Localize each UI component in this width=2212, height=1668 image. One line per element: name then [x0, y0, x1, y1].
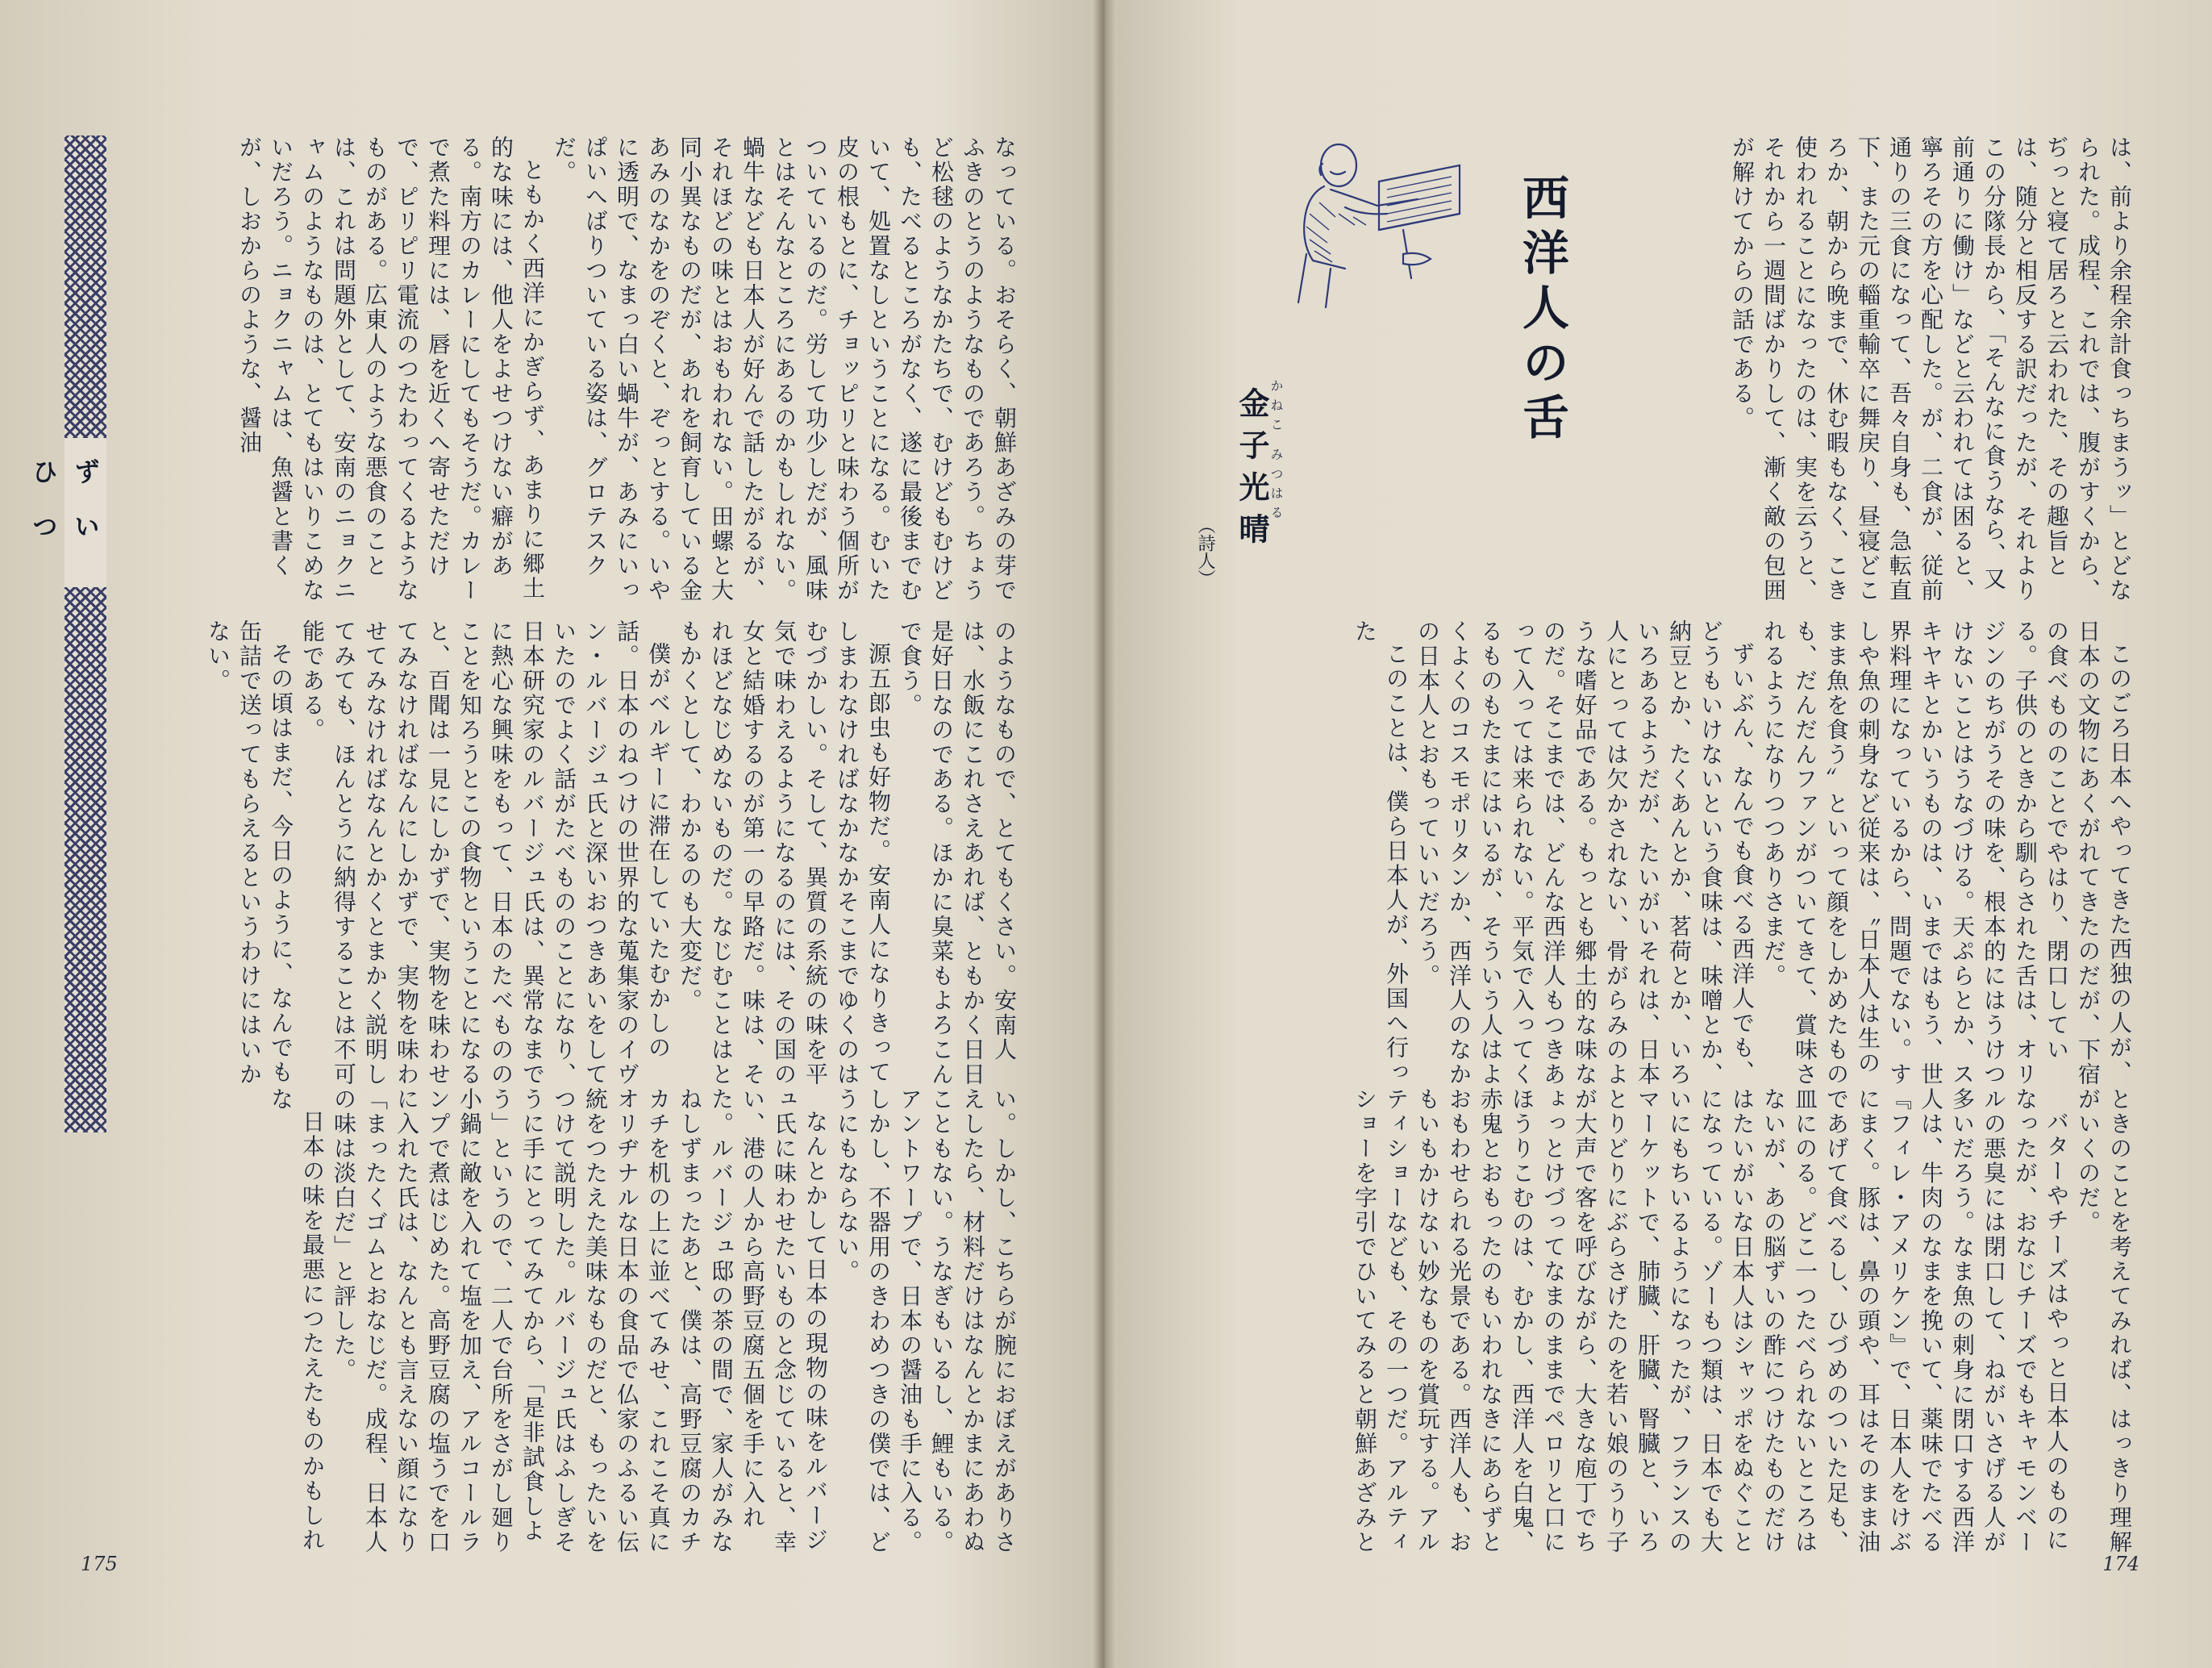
paragraph: その頃はまだ、今日のように、なんでも缶詰で送ってもらえるというわけにはいかない。 — [205, 619, 294, 1087]
right-page — [1109, 0, 2212, 1668]
page-number-left: 175 — [81, 1553, 118, 1575]
left-middle-text — [153, 619, 1020, 1091]
paragraph: なんとかして日本の現物の味をルバージュ氏に味わせたいものと念じていると、幸い、港の人から高野豆腐五個を手に入れた。ルバージュ邸の茶の間で、家人がみなねしずまったあと、僕は、高野豆腐のカチカチを机の上に並べてみせ、これこそ真にオリヂナルな日本の食品で仏家のふるい伝統をつたえた美味なものだと、もったいをつけて説明した。ルバージュ氏はふしぎそうに手にとってみてから、「是非試食しよう」というので、二人で台所をさがし廻り小鍋に敵を入れて塩を加え、アルコールランプで煮はじめた。高野豆腐の塩うでを口に入れた氏は、なんとも言えない顔になり「まったくゴムとおなじだ。成程、日本人の味は淡白だ」と評した。 — [331, 1087, 829, 1555]
author-name: 金子光晴 — [1234, 387, 1270, 555]
paragraph: 僕がベルギーに滞在していたむかしの話。日本のねつけの世界的な蒐集家のイヴン・ルバージュ氏と深いおつきあいをしていたのでよく話がたべもののことになり、日本研究家のルバージュ氏は、異常なまでに熱心な興味をもって、日本のたべもののことを知ろうとこの食物ということになると、百聞は一見にしかずで、実物を味わせてみなければなんにしかずで、実物を味わせてみなければなんとかくとまかく説明してみても、ほんとうに納得することは不可能である。 — [299, 619, 672, 1087]
column-pattern-bottom — [65, 587, 106, 1132]
paragraph: は、前より余程余計食っちまうッ」とどなられた。成程、これでは、腹がすくから、ぢっと寝て居ろと云われた、その趣旨とは、随分と相反する訳だったが、それよりこの分隊長から、「そんなに食うなら、又前通りに働け」などと云われては困ると、寧ろその方を心配した。が、二食が、従前通りの三食になって、吾々自身も、急転直下、また元の輜重輸卒に舞戻り、昼寝どころか、朝から晩まで、休む暇もなく、こき使われることになったのは、実を云うと、それから一週間ばかりして、漸く敵の包囲が解けてからの話である。 — [1729, 136, 2133, 603]
paragraph: ずいぶん、なんでも食べる西洋人でも、どうもいけないという食味は、味噌とか、納豆とか、たくあんとか、茗荷とか、いろいろあるようだが、たいがいそれは、日本人にとっては欠かされない、骨がらみのような嗜好品である。もっとも郷土的な味なのだ。そこまでは、どんな西洋人もつきあって入っては来られない。平気で入ってくるものもたまにはいるが、そういう人はよくよくのコスモポリタンか、西洋人のなかの日本人とおもっていいだろう。 — [1414, 619, 1756, 1087]
author-reading: かねこ みつはる — [1268, 379, 1284, 526]
left-top-text — [153, 136, 1020, 607]
column-label: ずいひつ — [65, 438, 106, 587]
book-gutter — [1093, 0, 1117, 1668]
paragraph: このごろ日本へやってきた西独の人が、日本の文物にあくがれてきたのだが、下宿の食べもののことでやはり、閉口している。子供のときから馴らされた舌は、オリジンのちがうその味を、根本的にはうけつけないことはうなづける。天ぷらとか、スキヤキとかいうものは、いまではもう、世界料理になっているから、問題でない。すしや魚の刺身など従来は、〝日本人は生のまま魚を食う〟といって顔をしかめたものも、だんだんファンがついてきて、賞味されるようになりつつありさまだ。 — [1760, 619, 2133, 1087]
right-middle-text — [1208, 619, 2135, 1091]
paragraph: このことは、僕ら日本人が、外国へ行った — [1352, 619, 1410, 1085]
paragraph: 日本の味を最悪につたえたものかもしれな — [268, 1087, 326, 1553]
paragraph: なっている。おそらく、朝鮮あざみの芽でふきのとうのようなものであろう。ちょうど松毬のようなかたちで、むけどもむけども、たべるところがなく、遂に最後までむいて、処置なしということになる。むいた皮の根もとに、チョッピリと味わう個所がついているのだ。労して功少しだが、風味とはそんなところにあるのかもしれない。蝸牛なども日本人が好んで話したがるが、それほどの味とはおもわれない。田螺と大同小異なものだが、あれを飼育している金あみのなかをのぞくと、ぞっとする。いやに透明で、なまっ白い蝸牛が、あみにいっぱいへばりついている姿は、グロテスクだ。 — [551, 136, 1018, 603]
page-number-right: 174 — [2102, 1553, 2139, 1575]
author-role: （詩人） — [1195, 516, 1215, 587]
column-pattern-top — [65, 136, 106, 438]
paragraph: ともかく西洋にかぎらず、あまりに郷土的な味には、他人をよせつけない癖がある。南方のカレーにしてもそうだ。カレーで煮た料理には、唇を近くへ寄せただけで、ピリピリ電流のつたわってくるようなものがある。広東人のような悪食のことは、これは問題外として、安南のニョクニャムのようなものは、とてもはいりこめないだろう。ニョクニャムは、魚醤と書くが、しおからのような、醤油 — [236, 136, 546, 603]
paragraph: バターやチーズはやっと日本人のものになったが、おなじチーズでもキャモンベールの悪臭には閉口して、ねがいさげる人が多いだろう。なま魚の刺身に閉口する西洋人は、牛肉のなまを挽いて、薬味でたべる『フィレ・アメリケン』で、日本人をけぶにまく。豚は、鼻の頭や、耳はそのまま油であげて食べるし、ひづめのついた足も、皿にのる。どこ一つたべられないところはないが、あの脳ずいの酢につけたものだけはたいがいな日本人はシャッポをぬぐことになっている。ゾーもつ類は、日本でも大いにもちいるようになったが、フランスのマーケットで、肺臓、肝臓、腎臓と、いろとりどりにぶらさげたのを若い娘のうり子が大声で客を呼びながら、大きな庖丁でちょっとけづってなまのままでペロリと口にほうりこむのは、むかし、西洋人を白鬼、赤鬼とおもったのもいわれなきにあらずとおもわせられる光景である。西洋人も、おもいもかけない妙なものを賞玩する。アルティショーなども、その一つだ。アルティショーを字引でひいてみると朝鮮あざみと — [1352, 1087, 2070, 1555]
paragraph: 源五郎虫も好物だ。安南人になりきってしまわなければなかなかそこまでゆくのはむづかしい。そして、異質の系統の味を平気で味わえるようになるのには、その国の女と結婚するのが第一の早路だ。味は、それほどなじめないものだ。なじむことはともかくとして、わかるのも大変だ。 — [677, 619, 892, 1087]
paragraph: のようなもので、とてもくさい。安南人は、水飯にこれさえあれば、ともかく日日是好日なのである。ほかに臭菜もよろこんで食う。 — [897, 619, 1018, 1087]
right-bottom-text — [1208, 1087, 2135, 1563]
illustration-sketch — [1282, 133, 1468, 319]
left-bottom-text — [77, 1087, 1020, 1563]
left-page — [0, 0, 1101, 1668]
paragraph: ときのことを考えてみれば、はっきり理解がいくのだ。 — [2075, 1087, 2133, 1555]
paragraph: い。しかし、こちらが腕におぼえがありさえしたら、材料だけはなんとかまにあわぬこともない。うなぎもいるし、鯉もいる。アントワープで、日本の醤油も手に入る。しかし、不器用のきわめつきの僕では、どうにもならない。 — [834, 1087, 1018, 1555]
article-title: 西洋人の舌 — [1514, 173, 1569, 448]
right-top-text — [1643, 136, 2135, 607]
